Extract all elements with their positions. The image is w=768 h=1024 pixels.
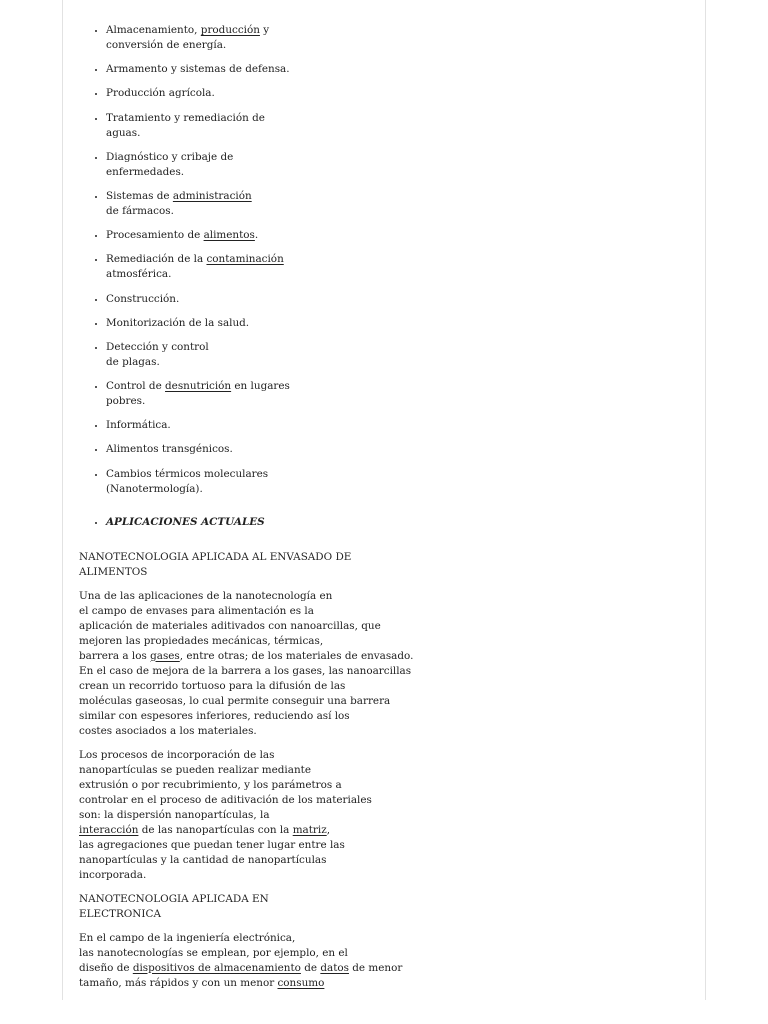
- link-matriz[interactable]: matriz: [292, 823, 327, 836]
- link-datos[interactable]: datos: [320, 961, 349, 974]
- list-item-link[interactable]: alimentos: [203, 229, 255, 242]
- list-item-link[interactable]: administración: [172, 189, 252, 202]
- link-interaccion[interactable]: interacción: [79, 823, 139, 836]
- list-item: • Control de desnutrición en lugares pobres.: [106, 379, 399, 409]
- paragraph-electronics-1: En el campo de la ingeniería electrónica, las nanotecnologías se emplean, por ejemplo, en el diseño de dispositivos de almacenamiento de datos de menor tamaño, más rápidos y con un menor consumo: [79, 931, 403, 989]
- list-item: • Sistemas de administración de fármacos.: [106, 189, 399, 219]
- paragraph-food-packaging-1: Una de las aplicaciones de la nanotecnología en el campo de envases para alimentación es la aplicación de materiales aditivados con nanoarcillas, que mejoren las propiedades mecánicas, térmicas, barrera a los gases, entre otras; de los materiales de envasado. En el caso de mejora de la barrera a los gases, las nanoarcillas crean un recorrido tortuoso para la difusión de las moléculas gaseosas, lo cual permite conseguir una barrera similar con espesores inferiores, reduciendo así los costes asociados a los materiales.: [79, 589, 414, 737]
- list-item: • Cambios térmicos moleculares (Nanotermología).: [106, 467, 399, 497]
- section-title-food-packaging: NANOTECNOLOGIA APLICADA AL ENVASADO DE ALIMENTOS: [79, 550, 352, 578]
- list-item: • Alimentos transgénicos.: [106, 442, 399, 457]
- link-consumo[interactable]: consumo: [277, 976, 325, 989]
- list-item: • Monitorización de la salud.: [106, 316, 399, 331]
- list-item: • Remediación de la contaminación atmosférica.: [106, 252, 399, 282]
- list-item: • Informática.: [106, 418, 399, 433]
- list-item-link[interactable]: contaminación: [206, 253, 284, 266]
- list-item-link[interactable]: producción: [200, 24, 260, 36]
- applications-list: [79, 23, 399, 497]
- document-content: [79, 23, 414, 1000]
- list-item: • Procesamiento de alimentos.: [106, 228, 399, 243]
- link-gases[interactable]: gases: [150, 649, 180, 662]
- list-item: • Detección y control de plagas.: [106, 340, 399, 370]
- list-item: • Producción agrícola.: [106, 86, 399, 101]
- paragraph-food-packaging-2: Los procesos de incorporación de las nanopartículas se pueden realizar mediante extrusión o por recubrimiento, y los parámetros a controlar en el proceso de aditivación de los materiales son: la dispersión nanopartículas, la interacción de las nanopartículas con la matriz, las agregaciones que puedan tener lugar entre las nanopartículas y la cantidad de nanopartículas incorporada.: [79, 748, 372, 881]
- list-item-link[interactable]: desnutrición: [165, 380, 232, 393]
- list-item: • Construcción.: [106, 292, 399, 307]
- list-item: • Almacenamiento, producción y conversión de energía.: [106, 23, 399, 53]
- list-item: • Diagnóstico y cribaje de enfermedades.: [106, 150, 399, 180]
- section-title-electronics: NANOTECNOLOGIA APLICADA EN ELECTRONICA: [79, 892, 269, 920]
- list-item: • Tratamiento y remediación de aguas.: [106, 111, 399, 141]
- link-dispositivos-almacenamiento[interactable]: dispositivos de almacenamiento: [132, 961, 301, 974]
- list-item: • Armamento y sistemas de defensa.: [106, 62, 399, 77]
- current-applications-list: [79, 515, 399, 530]
- current-applications-heading: • APLICACIONES ACTUALES: [106, 515, 399, 530]
